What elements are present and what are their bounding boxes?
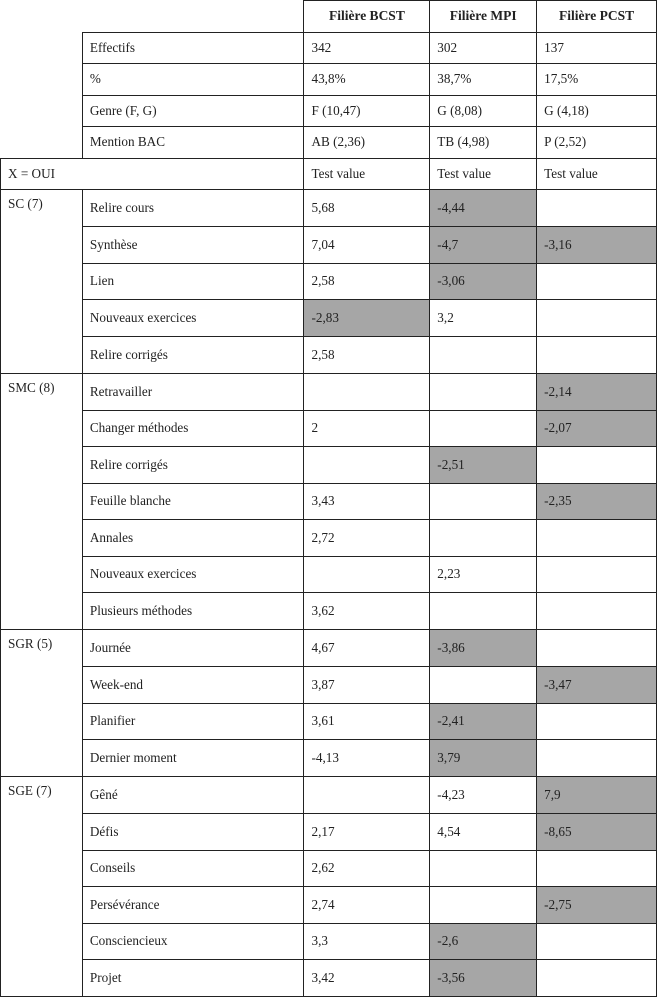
group-cell-empty (1, 923, 83, 960)
row-label: Changer méthodes (82, 410, 304, 447)
test-value-mpi: 2,23 (430, 556, 537, 593)
summary-row (1, 32, 657, 64)
row-label: Journée (82, 630, 304, 667)
test-value-bcst: 2,62 (304, 850, 430, 887)
test-value-bcst: 3,61 (304, 703, 430, 740)
test-value-pcst: 7,9 (537, 777, 657, 814)
test-value-pcst (537, 850, 657, 887)
data-row (1, 263, 657, 300)
group-cell-empty (1, 520, 83, 557)
row-label: Planifier (82, 703, 304, 740)
test-value-pcst (537, 263, 657, 300)
data-row (1, 447, 657, 484)
summary-bcst-cell: F (10,47) (304, 95, 430, 127)
test-value-mpi (430, 373, 537, 410)
test-header-row (1, 158, 657, 190)
row-label: Annales (82, 520, 304, 557)
test-value-mpi (430, 850, 537, 887)
header-row (1, 1, 657, 33)
test-value-pcst (537, 630, 657, 667)
row-label: Projet (82, 960, 304, 997)
data-row (1, 923, 657, 960)
data-row (1, 667, 657, 704)
test-value-pcst: -8,65 (537, 814, 657, 851)
data-row (1, 300, 657, 337)
test-value-pcst: -3,16 (537, 227, 657, 264)
group-cell-empty (1, 300, 83, 337)
test-value-pcst (537, 300, 657, 337)
test-value-mpi: -3,86 (430, 630, 537, 667)
test-value-bcst: 4,67 (304, 630, 430, 667)
data-row (1, 703, 657, 740)
header-pcst: Filière PCST (537, 1, 657, 33)
group-cell-empty (1, 263, 83, 300)
test-value-bcst: 7,04 (304, 227, 430, 264)
test-value-pcst: -2,14 (537, 373, 657, 410)
test-value-pcst (537, 447, 657, 484)
data-row (1, 630, 657, 667)
summary-label: % (82, 64, 304, 96)
group-cell-empty (1, 483, 83, 520)
group-name: SC (7) (1, 190, 83, 227)
row-label: Lien (82, 263, 304, 300)
header-blank-cell (82, 1, 304, 33)
test-value-bcst: 2 (304, 410, 430, 447)
row-label: Synthèse (82, 227, 304, 264)
summary-pcst-cell: 137 (537, 32, 657, 64)
data-row (1, 740, 657, 777)
row-label: Gêné (82, 777, 304, 814)
group-cell-empty (1, 960, 83, 997)
test-header-bcst: Test value (304, 158, 430, 190)
data-row (1, 520, 657, 557)
test-value-pcst (537, 336, 657, 373)
row-label: Relire corrigés (82, 447, 304, 484)
test-value-pcst: -3,47 (537, 667, 657, 704)
summary-pcst-cell: 17,5% (537, 64, 657, 96)
test-value-pcst (537, 556, 657, 593)
row-label: Défis (82, 814, 304, 851)
test-value-mpi: -2,6 (430, 923, 537, 960)
test-value-mpi (430, 593, 537, 630)
test-value-bcst: 3,3 (304, 923, 430, 960)
test-value-mpi: 3,79 (430, 740, 537, 777)
test-value-bcst: 3,43 (304, 483, 430, 520)
test-header-label: X = OUI (1, 158, 304, 190)
row-label: Relire corrigés (82, 336, 304, 373)
test-value-mpi (430, 336, 537, 373)
test-header-mpi: Test value (430, 158, 537, 190)
row-label: Relire cours (82, 190, 304, 227)
test-value-bcst: -4,13 (304, 740, 430, 777)
test-header-pcst: Test value (537, 158, 657, 190)
data-row (1, 850, 657, 887)
data-row (1, 814, 657, 851)
test-value-pcst (537, 190, 657, 227)
test-value-mpi (430, 667, 537, 704)
header-mpi: Filière MPI (430, 1, 537, 33)
test-value-bcst: 3,87 (304, 667, 430, 704)
row-label: Consciencieux (82, 923, 304, 960)
test-value-pcst (537, 960, 657, 997)
summary-blank-cell (1, 32, 83, 158)
data-row (1, 887, 657, 924)
test-value-mpi: 3,2 (430, 300, 537, 337)
test-value-mpi: -3,06 (430, 263, 537, 300)
test-value-mpi: -4,7 (430, 227, 537, 264)
test-value-mpi: -2,41 (430, 703, 537, 740)
group-name: SMC (8) (1, 373, 83, 410)
test-value-bcst (304, 447, 430, 484)
row-label: Conseils (82, 850, 304, 887)
row-label: Feuille blanche (82, 483, 304, 520)
test-value-bcst (304, 373, 430, 410)
test-value-pcst: -2,35 (537, 483, 657, 520)
group-cell-empty (1, 410, 83, 447)
data-row (1, 960, 657, 997)
test-value-mpi: 4,54 (430, 814, 537, 851)
group-cell-empty (1, 227, 83, 264)
test-value-mpi: -4,44 (430, 190, 537, 227)
test-value-mpi (430, 483, 537, 520)
test-value-bcst: -2,83 (304, 300, 430, 337)
summary-label: Effectifs (82, 32, 304, 64)
test-value-pcst (537, 740, 657, 777)
test-value-bcst: 5,68 (304, 190, 430, 227)
summary-mpi-cell: 38,7% (430, 64, 537, 96)
summary-label: Mention BAC (82, 127, 304, 159)
test-value-bcst: 3,62 (304, 593, 430, 630)
summary-bcst-cell: 43,8% (304, 64, 430, 96)
row-label: Nouveaux exercices (82, 556, 304, 593)
test-value-mpi (430, 887, 537, 924)
data-row (1, 336, 657, 373)
test-value-pcst (537, 520, 657, 557)
data-row (1, 410, 657, 447)
summary-row (1, 95, 657, 127)
summary-mpi-cell: TB (4,98) (430, 127, 537, 159)
data-row (1, 483, 657, 520)
test-value-pcst: -2,75 (537, 887, 657, 924)
summary-row (1, 127, 657, 159)
test-value-mpi: -2,51 (430, 447, 537, 484)
group-name: SGE (7) (1, 777, 83, 814)
summary-pcst-cell: P (2,52) (537, 127, 657, 159)
summary-mpi-cell: 302 (430, 32, 537, 64)
test-value-bcst (304, 556, 430, 593)
group-cell-empty (1, 740, 83, 777)
group-cell-empty (1, 850, 83, 887)
test-value-bcst (304, 777, 430, 814)
data-row (1, 373, 657, 410)
test-value-bcst: 2,17 (304, 814, 430, 851)
data-row (1, 556, 657, 593)
group-name: SGR (5) (1, 630, 83, 667)
test-value-bcst: 2,58 (304, 336, 430, 373)
summary-label: Genre (F, G) (82, 95, 304, 127)
group-cell-empty (1, 887, 83, 924)
test-value-bcst: 2,58 (304, 263, 430, 300)
results-table-body (1, 1, 657, 997)
row-label: Week-end (82, 667, 304, 704)
test-value-mpi: -3,56 (430, 960, 537, 997)
test-value-pcst (537, 593, 657, 630)
row-label: Plusieurs méthodes (82, 593, 304, 630)
header-bcst: Filière BCST (304, 1, 430, 33)
row-label: Persévérance (82, 887, 304, 924)
group-cell-empty (1, 667, 83, 704)
data-row (1, 593, 657, 630)
summary-mpi-cell: G (8,08) (430, 95, 537, 127)
group-cell-empty (1, 447, 83, 484)
summary-pcst-cell: G (4,18) (537, 95, 657, 127)
test-value-mpi: -4,23 (430, 777, 537, 814)
data-row (1, 190, 657, 227)
test-value-mpi (430, 410, 537, 447)
group-cell-empty (1, 703, 83, 740)
test-value-pcst (537, 923, 657, 960)
test-value-mpi (430, 520, 537, 557)
header-blank-cell (1, 1, 83, 33)
test-value-bcst: 2,72 (304, 520, 430, 557)
test-value-pcst (537, 703, 657, 740)
data-row (1, 777, 657, 814)
group-cell-empty (1, 593, 83, 630)
group-cell-empty (1, 814, 83, 851)
summary-row (1, 64, 657, 96)
group-cell-empty (1, 556, 83, 593)
row-label: Dernier moment (82, 740, 304, 777)
group-cell-empty (1, 336, 83, 373)
data-row (1, 227, 657, 264)
summary-bcst-cell: 342 (304, 32, 430, 64)
test-value-bcst: 3,42 (304, 960, 430, 997)
test-value-bcst: 2,74 (304, 887, 430, 924)
test-value-pcst: -2,07 (537, 410, 657, 447)
row-label: Retravailler (82, 373, 304, 410)
row-label: Nouveaux exercices (82, 300, 304, 337)
summary-bcst-cell: AB (2,36) (304, 127, 430, 159)
